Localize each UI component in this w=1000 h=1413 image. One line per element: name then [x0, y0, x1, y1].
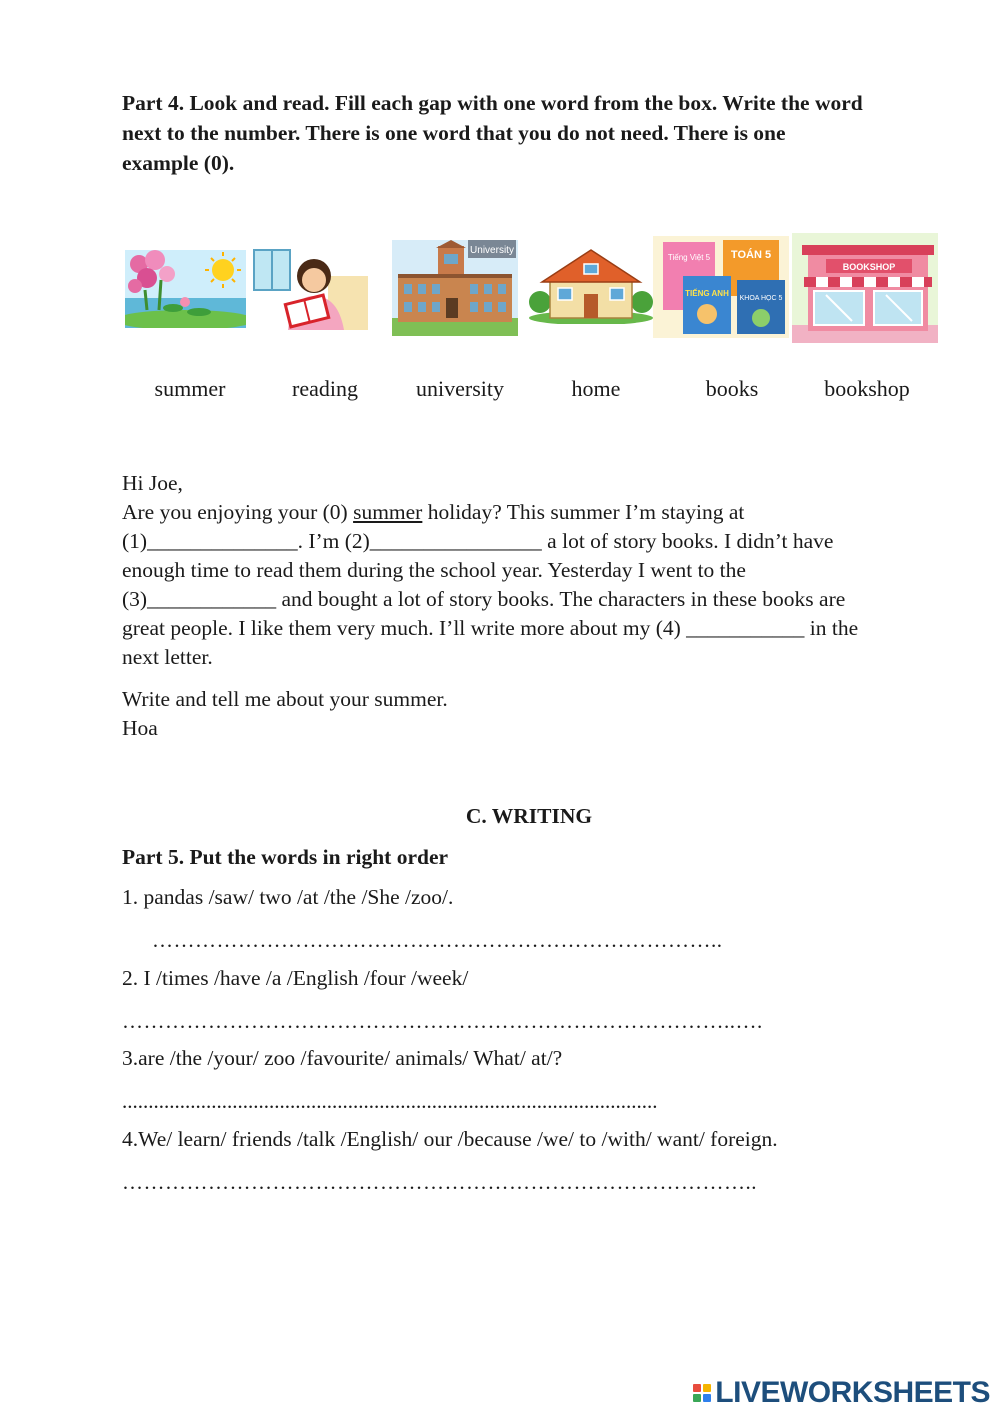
- logo-text: LIVEWORKSHEETS: [715, 1376, 990, 1409]
- answer-line-4[interactable]: ……………………………………………………………………………..: [122, 1170, 757, 1194]
- letter-line-5: great people. I like them very much. I’ll write more about my (4) ___________ in the: [122, 616, 859, 640]
- word-summer: summer: [154, 376, 226, 401]
- book-cover-2: TOÁN 5: [730, 249, 772, 261]
- word-bookshop: bookshop: [824, 376, 910, 401]
- letter-line-2: (1)______________. I’m (2)________________ a lot of story books. I didn’t have: [122, 529, 834, 553]
- word-university: university: [416, 376, 504, 401]
- part4-instruction: [122, 88, 952, 178]
- question-4: 4.We/ learn/ friends /talk /English/ our /because /we/ to /with/ want/ foreign.: [122, 1127, 778, 1151]
- house-icon: [528, 246, 654, 324]
- question-3: 3.are /the /your/ zoo /favourite/ animals/ What/ at/?: [122, 1046, 563, 1070]
- instruction-line-3: example (0).: [122, 151, 235, 175]
- letter-line-4: (3)____________ and bought a lot of story books. The characters in these books are: [122, 587, 846, 611]
- answer-line-3[interactable]: ......................................................................................................: [122, 1089, 658, 1113]
- section-title-writing: C. WRITING: [465, 804, 593, 828]
- answer-line-1[interactable]: ……………………………………………………………………..: [152, 928, 723, 952]
- university-sign: University: [470, 245, 514, 256]
- summer-pond-sun-icon: [125, 250, 246, 328]
- letter-line-3: enough time to read them during the school year. Yesterday I went to the: [122, 558, 746, 582]
- letter-closing-1: Write and tell me about your summer.: [122, 687, 448, 711]
- word-reading: reading: [292, 376, 358, 401]
- letter-line-6: next letter.: [122, 645, 213, 669]
- word-books: books: [705, 376, 759, 401]
- liveworksheets-logo: [693, 1378, 990, 1408]
- letter-greeting: Hi Joe,: [122, 471, 183, 495]
- instruction-line-2: next to the number. There is one word that you do not need. There is one: [122, 121, 786, 145]
- word-home: home: [571, 376, 621, 401]
- letter-signature: Hoa: [122, 716, 158, 740]
- university-building-icon: [392, 240, 518, 336]
- instruction-line-1: Part 4. Look and read. Fill each gap with one word from the box. Write the word: [122, 91, 863, 115]
- answer-line-2[interactable]: …………………………………………………………………………..….: [122, 1009, 763, 1033]
- book-cover-3: TIẾNG ANH: [685, 289, 729, 298]
- textbooks-icon: [653, 236, 789, 338]
- letter-line-1-a: Are you enjoying your (0): [122, 500, 354, 524]
- logo-mark-icon: [693, 1384, 711, 1402]
- letter-line-1: [122, 498, 744, 527]
- question-2: 2. I /times /have /a /English /four /week/: [122, 966, 469, 990]
- book-cover-4: KHOA HỌC 5: [739, 295, 783, 302]
- bookshop-sign: BOOKSHOP: [842, 262, 896, 272]
- bookshop-storefront-icon: [792, 233, 938, 343]
- part5-title: Part 5. Put the words in right order: [122, 845, 449, 869]
- question-1: 1. pandas /saw/ two /at /the /She /zoo/.: [122, 885, 454, 909]
- book-cover-1: Tiếng Việt 5: [667, 253, 711, 262]
- example-answer: summer: [353, 500, 423, 524]
- letter-line-1-b: holiday? This summer I’m staying at: [422, 500, 745, 524]
- girl-reading-icon: [248, 246, 368, 330]
